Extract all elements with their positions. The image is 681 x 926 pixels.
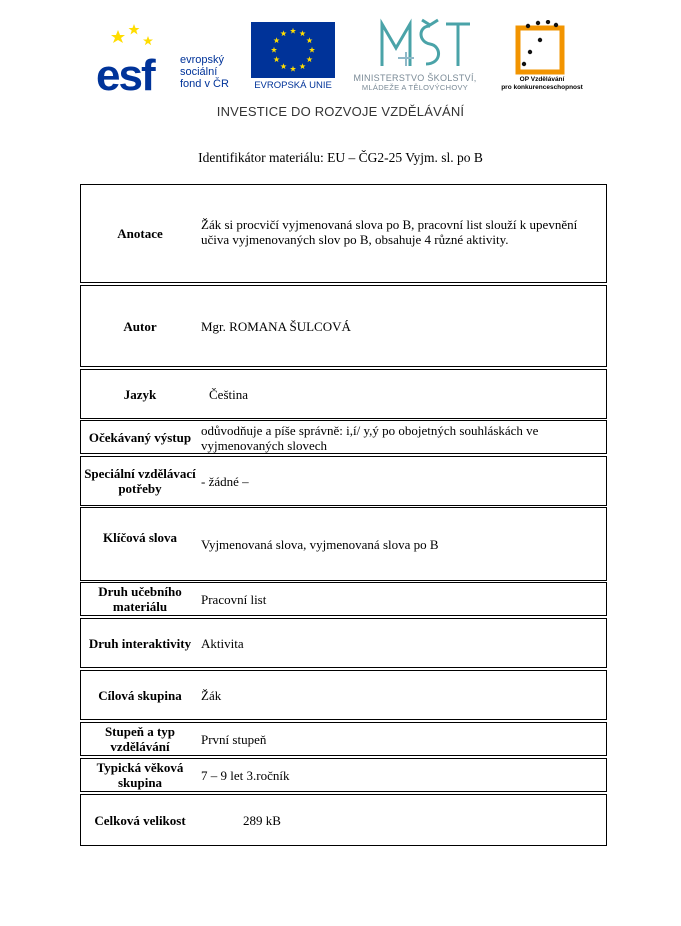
row-value: odůvodňuje a píše správně: i,í/ y,ý po obojetných souhláskách ve vyjmenovaných slovech xyxy=(201,423,539,453)
row-value: Žák si procvičí vyjmenovaná slova po B, pracovní list slouží k upevnění učiva vyjmenovaných slov po B, obsahuje 4 různé aktivity. xyxy=(201,217,578,247)
eu-star-icon xyxy=(271,47,277,53)
eu-caption: EVROPSKÁ UNIE xyxy=(254,80,332,91)
row-value: 7 – 9 let 3.ročník xyxy=(201,767,290,783)
table-row-druh-interaktivity xyxy=(80,618,607,668)
msmt-line-1: MINISTERSTVO ŠKOLSTVÍ, xyxy=(353,73,477,83)
row-label: Klíčová slova xyxy=(102,530,178,545)
row-label: Autor xyxy=(123,318,157,334)
esf-line-1: evropský xyxy=(180,54,225,66)
msmt-caption xyxy=(338,73,492,93)
eu-star-icon xyxy=(309,47,315,53)
msmt-mark-icon xyxy=(338,18,492,74)
row-value: Čeština xyxy=(209,386,248,402)
eu-star-icon xyxy=(299,30,305,36)
eu-star-icon xyxy=(290,66,296,72)
row-label: Druh učebního materiálu xyxy=(98,584,182,614)
op-logo xyxy=(494,20,590,100)
eu-star-icon xyxy=(299,63,305,69)
eu-logo xyxy=(251,22,335,92)
logo-banner xyxy=(0,0,681,125)
table-row-specialni-potreby xyxy=(80,456,607,506)
row-value: Žák xyxy=(201,687,222,703)
row-label: Druh interaktivity xyxy=(88,635,192,651)
table-row-ocekavany-vystup xyxy=(80,420,607,454)
esf-line-3: fond v ČR xyxy=(180,78,229,90)
table-row-stupen xyxy=(80,722,607,756)
row-label: Speciální vzdělávací potřeby xyxy=(84,466,196,496)
op-line-2: pro konkurenceschopnost xyxy=(501,84,583,91)
row-value: - žádné – xyxy=(201,474,249,489)
material-identifier: Identifikátor materiálu: EU – ČG2-25 Vyjm. sl. po B xyxy=(198,150,483,165)
row-value: Mgr. ROMANA ŠULCOVÁ xyxy=(201,318,351,334)
row-label: Typická věková skupina xyxy=(96,760,184,790)
op-line-1: OP Vzdělávání xyxy=(519,76,565,83)
op-caption xyxy=(494,76,590,92)
msmt-logo xyxy=(338,18,492,98)
row-label: Cílová skupina xyxy=(98,687,182,703)
table-row-vekova-skupina xyxy=(80,758,607,792)
esf-mark-icon xyxy=(96,22,180,94)
row-value: Pracovní list xyxy=(201,591,267,607)
table-row-cilova-skupina xyxy=(80,670,607,720)
svg-text:esf: esf xyxy=(96,51,154,94)
msmt-line-2: MLÁDEŽE A TĚLOVÝCHOVY xyxy=(361,83,469,92)
eu-star-icon xyxy=(274,56,280,62)
investice-heading: INVESTICE DO ROZVOJE VZDĚLÁVÁNÍ xyxy=(216,104,465,119)
row-label: Celková velikost xyxy=(94,812,186,828)
table-row-celkova-velikost xyxy=(80,794,607,846)
row-label: Očekávaný výstup xyxy=(88,429,192,445)
eu-star-icon xyxy=(306,56,312,62)
row-label: Anotace xyxy=(117,226,163,241)
eu-star-icon xyxy=(280,30,286,36)
esf-line-2: sociální xyxy=(180,66,218,78)
eu-star-icon xyxy=(290,28,296,34)
row-value: Aktivita xyxy=(201,635,244,651)
table-row-druh-materialu xyxy=(80,582,607,616)
op-mark-icon xyxy=(494,20,590,76)
row-value: První stupeň xyxy=(201,731,267,747)
row-label: Stupeň a typ vzdělávání xyxy=(104,724,176,754)
table-row-anotace xyxy=(80,184,607,283)
eu-star-icon xyxy=(306,37,312,43)
eu-star-icon xyxy=(280,63,286,69)
esf-text xyxy=(180,54,229,90)
row-value: 289 kB xyxy=(243,812,281,828)
table-row-autor xyxy=(80,285,607,367)
table-row-klicova-slova xyxy=(80,507,607,581)
row-label: Jazyk xyxy=(123,386,157,402)
row-value: Vyjmenovaná slova, vyjmenovaná slova po B xyxy=(201,537,439,552)
eu-flag-icon xyxy=(251,22,335,78)
table-row-jazyk xyxy=(80,369,607,419)
eu-star-icon xyxy=(274,37,280,43)
esf-logo xyxy=(96,22,246,102)
